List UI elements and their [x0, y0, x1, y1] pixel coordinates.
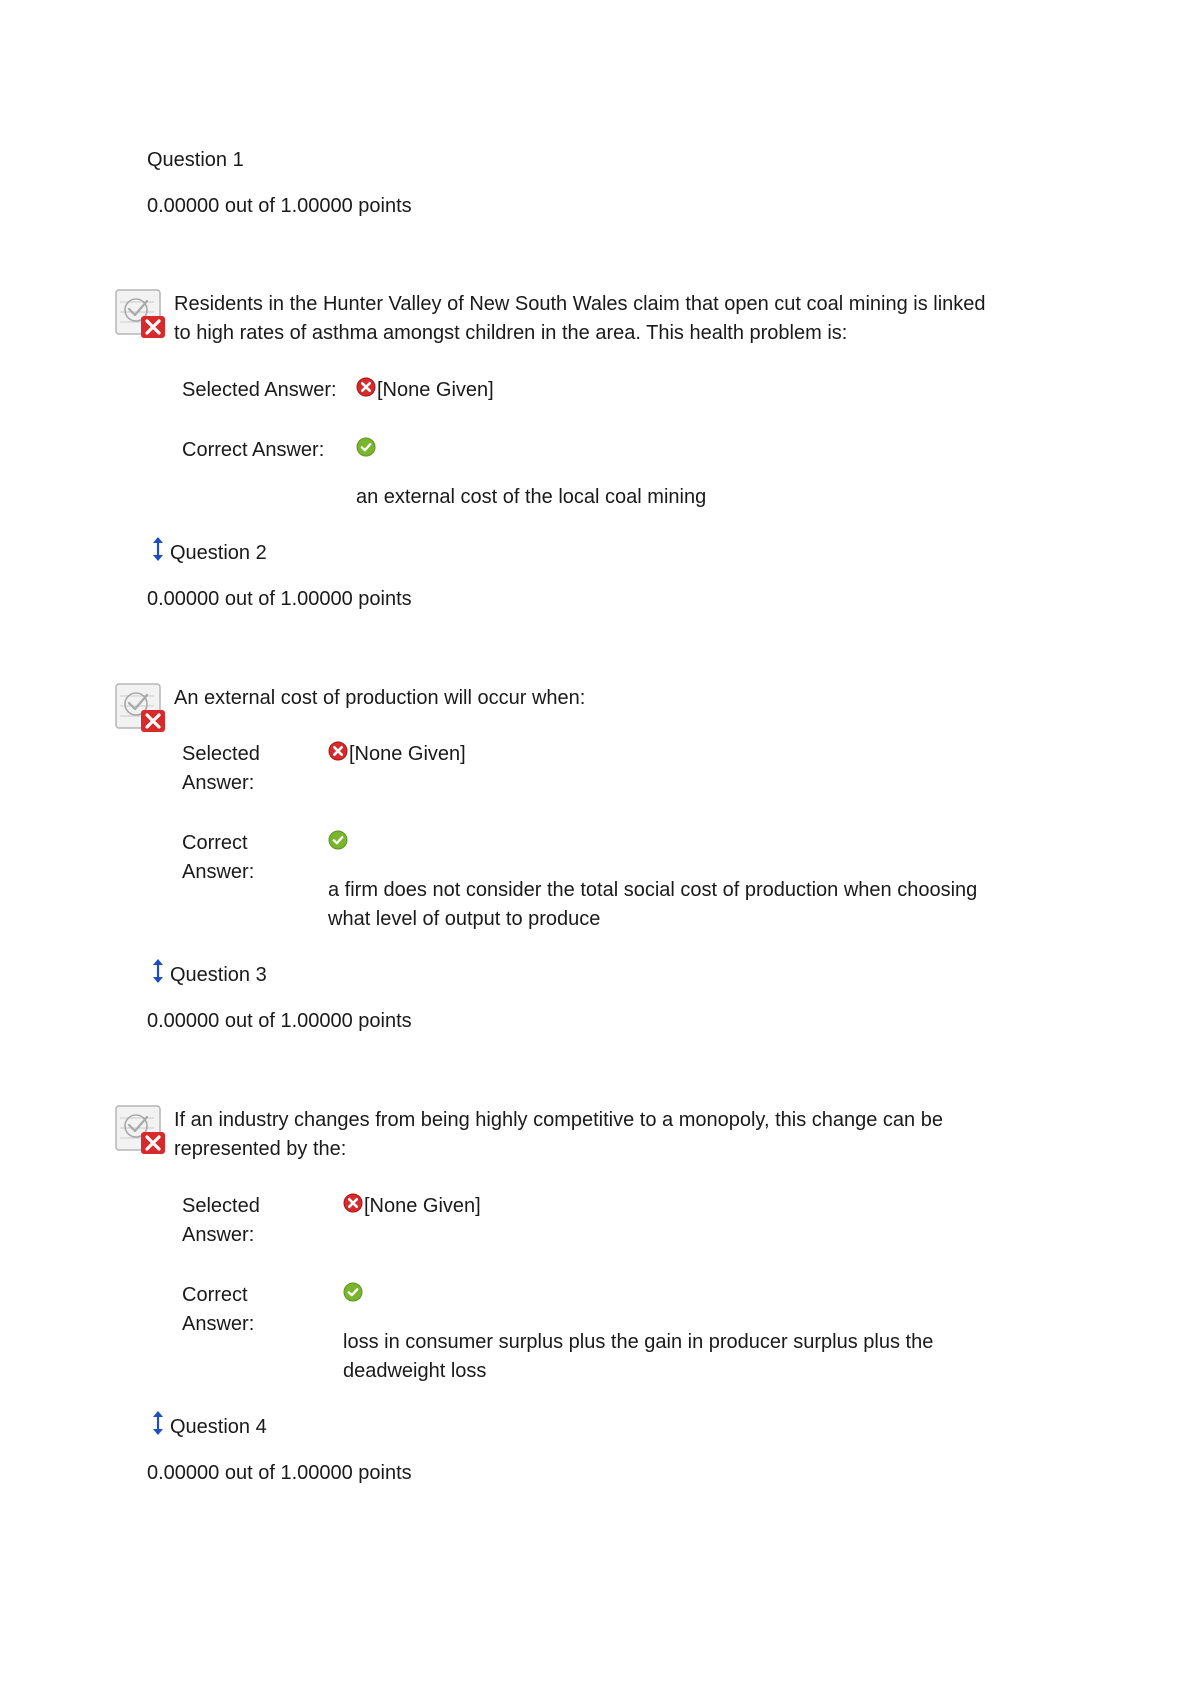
incorrect-question-icon: [114, 682, 170, 736]
correct-label: Correct: [182, 1284, 248, 1306]
question-2-correct-answer-line-2: what level of output to produce: [328, 908, 601, 930]
question-1-correct-answer: an external cost of the local coal mining: [356, 486, 707, 508]
correct-label: Correct: [182, 832, 248, 854]
question-3-correct-answer-line-2: deadweight loss: [343, 1360, 487, 1382]
question-2-heading: Question 2: [170, 542, 267, 564]
wrong-answer-icon: [328, 741, 348, 761]
question-4-score: 0.00000 out of 1.00000 points: [147, 1462, 412, 1484]
correct-answer-label: Correct Answer:: [182, 439, 325, 461]
answer-label: Answer:: [182, 1224, 255, 1246]
incorrect-question-icon: [114, 1104, 170, 1158]
question-3-score: 0.00000 out of 1.00000 points: [147, 1010, 412, 1032]
correct-answer-icon: [356, 437, 376, 457]
reorder-arrow-icon[interactable]: [151, 1410, 165, 1436]
question-3-heading: Question 3: [170, 964, 267, 986]
question-2-score: 0.00000 out of 1.00000 points: [147, 588, 412, 610]
answer-label: Answer:: [182, 772, 255, 794]
question-1-selected-answer: [None Given]: [377, 379, 494, 401]
selected-label: Selected: [182, 1195, 260, 1217]
question-1-heading: Question 1: [147, 149, 244, 171]
reorder-arrow-icon[interactable]: [151, 958, 165, 984]
question-2-selected-answer: [None Given]: [349, 743, 466, 765]
question-2-correct-answer-line-1: a firm does not consider the total social cost of production when choosing: [328, 879, 978, 901]
answer-label: Answer:: [182, 1313, 255, 1335]
correct-answer-icon: [343, 1282, 363, 1302]
question-4-heading: Question 4: [170, 1416, 267, 1438]
question-3-selected-answer: [None Given]: [364, 1195, 481, 1217]
question-3-text-line-2: represented by the:: [174, 1138, 347, 1160]
question-1-score: 0.00000 out of 1.00000 points: [147, 195, 412, 217]
question-3-correct-answer-line-1: loss in consumer surplus plus the gain in producer surplus plus the: [343, 1331, 934, 1353]
wrong-answer-icon: [343, 1193, 363, 1213]
incorrect-question-icon: [114, 288, 170, 342]
question-3-text-line-1: If an industry changes from being highly competitive to a monopoly, this change can be: [174, 1109, 943, 1131]
answer-label: Answer:: [182, 861, 255, 883]
question-2-text-line-1: An external cost of production will occur when:: [174, 687, 586, 709]
selected-label: Selected: [182, 743, 260, 765]
selected-answer-label: Selected Answer:: [182, 379, 337, 401]
correct-answer-icon: [328, 830, 348, 850]
wrong-answer-icon: [356, 377, 376, 397]
question-1-text-line-2: to high rates of asthma amongst children in the area. This health problem is:: [174, 322, 848, 344]
question-1-text-line-1: Residents in the Hunter Valley of New South Wales claim that open cut coal mining is linked: [174, 293, 986, 315]
reorder-arrow-icon[interactable]: [151, 536, 165, 562]
